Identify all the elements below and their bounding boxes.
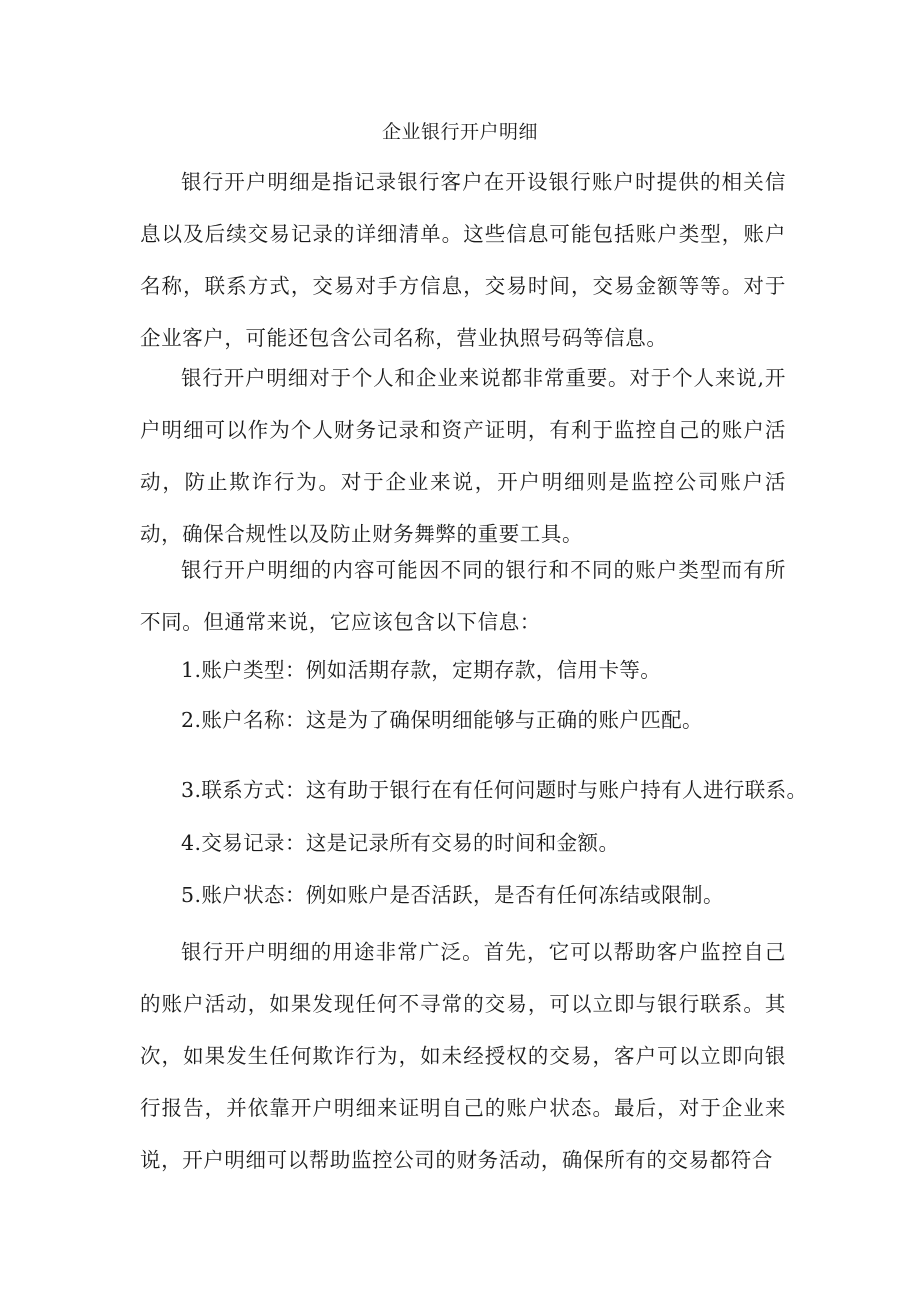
paragraph-contents-intro: 银行开户明细的内容可能因不同的银行和不同的账户类型而有所不同。但通常来说，它应该包含以下信息： xyxy=(140,558,786,634)
document-title: 企业银行开户明细 xyxy=(381,121,538,143)
list-item-account-name: 2.账户名称：这是为了确保明细能够与正确的账户匹配。 xyxy=(181,708,703,732)
paragraph-uses: 银行开户明细的用途非常广泛。首先，它可以帮助客户监控自己的账户活动，如果发现任何不寻常的交易，可以立即与银行联系。其次，如果发生任何欺诈行为，如未经授权的交易，客户可以立即向银行报告，并依靠开户明细来证明自己的账户状态。最后，对于企业来说，开户明细可以帮助监控公司的财务活动，确保所有的交易都符合 xyxy=(140,940,786,1172)
paragraph-definition: 银行开户明细是指记录银行客户在开设银行账户时提供的相关信息以及后续交易记录的详细清单。这些信息可能包括账户类型，账户名称，联系方式，交易对手方信息，交易时间，交易金额等等。对于企业客户，可能还包含公司名称，营业执照号码等信息。 xyxy=(140,170,786,350)
paragraph-importance: 银行开户明细对于个人和企业来说都非常重要。对于个人来说,开户明细可以作为个人财务记录和资产证明，有利于监控自己的账户活动，防止欺诈行为。对于企业来说，开户明细则是监控公司账户活动，确保合规性以及防止财务舞弊的重要工具。 xyxy=(140,366,786,546)
list-item-transaction-records: 4.交易记录：这是记录所有交易的时间和金额。 xyxy=(181,831,620,855)
list-item-contact-info: 3.联系方式：这有助于银行在有任何问题时与账户持有人进行联系。 xyxy=(181,778,808,802)
list-item-account-type: 1.账户类型：例如活期存款，定期存款，信用卡等。 xyxy=(181,658,662,682)
list-item-account-status: 5.账户状态：例如账户是否活跃，是否有任何冻结或限制。 xyxy=(181,883,724,907)
